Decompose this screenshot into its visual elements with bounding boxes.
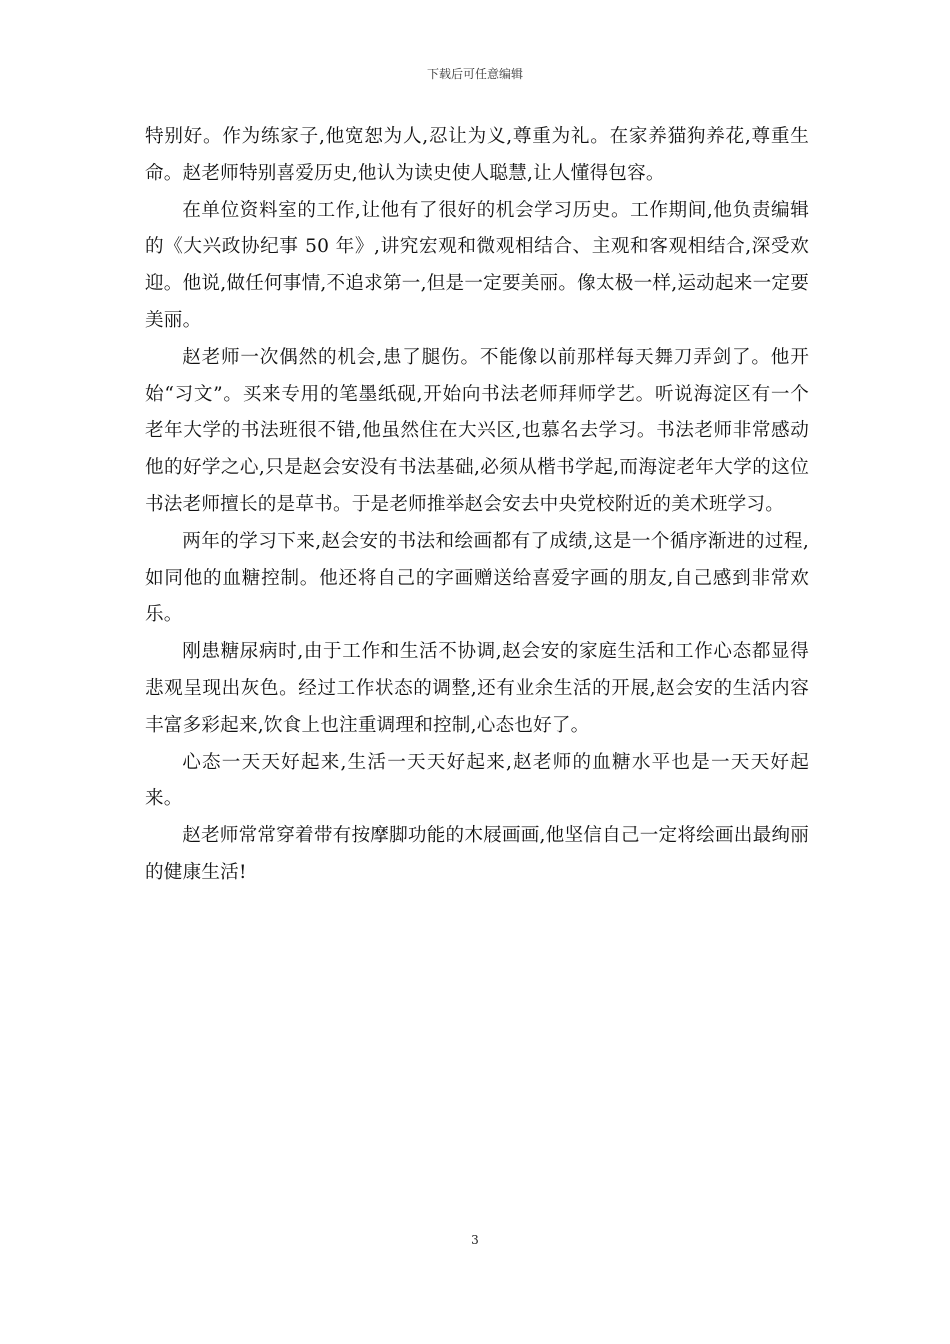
paragraph: 赵老师一次偶然的机会,患了腿伤。不能像以前那样每天舞刀弄剑了。他开始“习文”。买来专用的笔墨纸砚,开始向书法老师拜师学艺。听说海淀区有一个老年大学的书法班很不错,他虽然住在大兴区,也慕名去学习。书法老师非常感动他的好学之心,只是赵会安没有书法基础,必须从楷书学起,而海淀老年大学的这位书法老师擅长的是草书。于是老师推举赵会安去中央党校附近的美术班学习。 — [145, 346, 809, 515]
paragraph: 赵老师常常穿着带有按摩脚功能的木屐画画,他坚信自己一定将绘画出最绚丽的健康生活! — [145, 825, 809, 883]
paragraph: 心态一天天好起来,生活一天天好起来,赵老师的血糖水平也是一天天好起来。 — [145, 751, 809, 810]
document-body — [145, 119, 809, 892]
paragraph: 在单位资料室的工作,让他有了很好的机会学习历史。工作期间,他负责编辑的《大兴政协纪事 50 年》,讲究宏观和微观相结合、主观和客观相结合,深受欢迎。他说,做任何事情,不追求第一,但是一定要美丽。像太极一样,运动起来一定要美丽。 — [145, 199, 809, 331]
paragraph-continued: 特别好。作为练家子,他宽恕为人,忍让为义,尊重为礼。在家养猫狗养花,尊重生命。赵老师特别喜爱历史,他认为读史使人聪慧,让人懂得包容。 — [145, 126, 809, 184]
paragraph: 刚患糖尿病时,由于工作和生活不协调,赵会安的家庭生活和工作心态都显得悲观呈现出灰色。经过工作状态的调整,还有业余生活的开展,赵会安的生活内容丰富多彩起来,饮食上也注重调理和控制,心态也好了。 — [145, 641, 809, 736]
page-number: 3 — [471, 1233, 479, 1247]
page-header: 下载后可任意编辑 — [426, 67, 523, 81]
paragraph: 两年的学习下来,赵会安的书法和绘画都有了成绩,这是一个循序渐进的过程,如同他的血糖控制。他还将自己的字画赠送给喜爱字画的朋友,自己感到非常欢乐。 — [145, 530, 809, 626]
